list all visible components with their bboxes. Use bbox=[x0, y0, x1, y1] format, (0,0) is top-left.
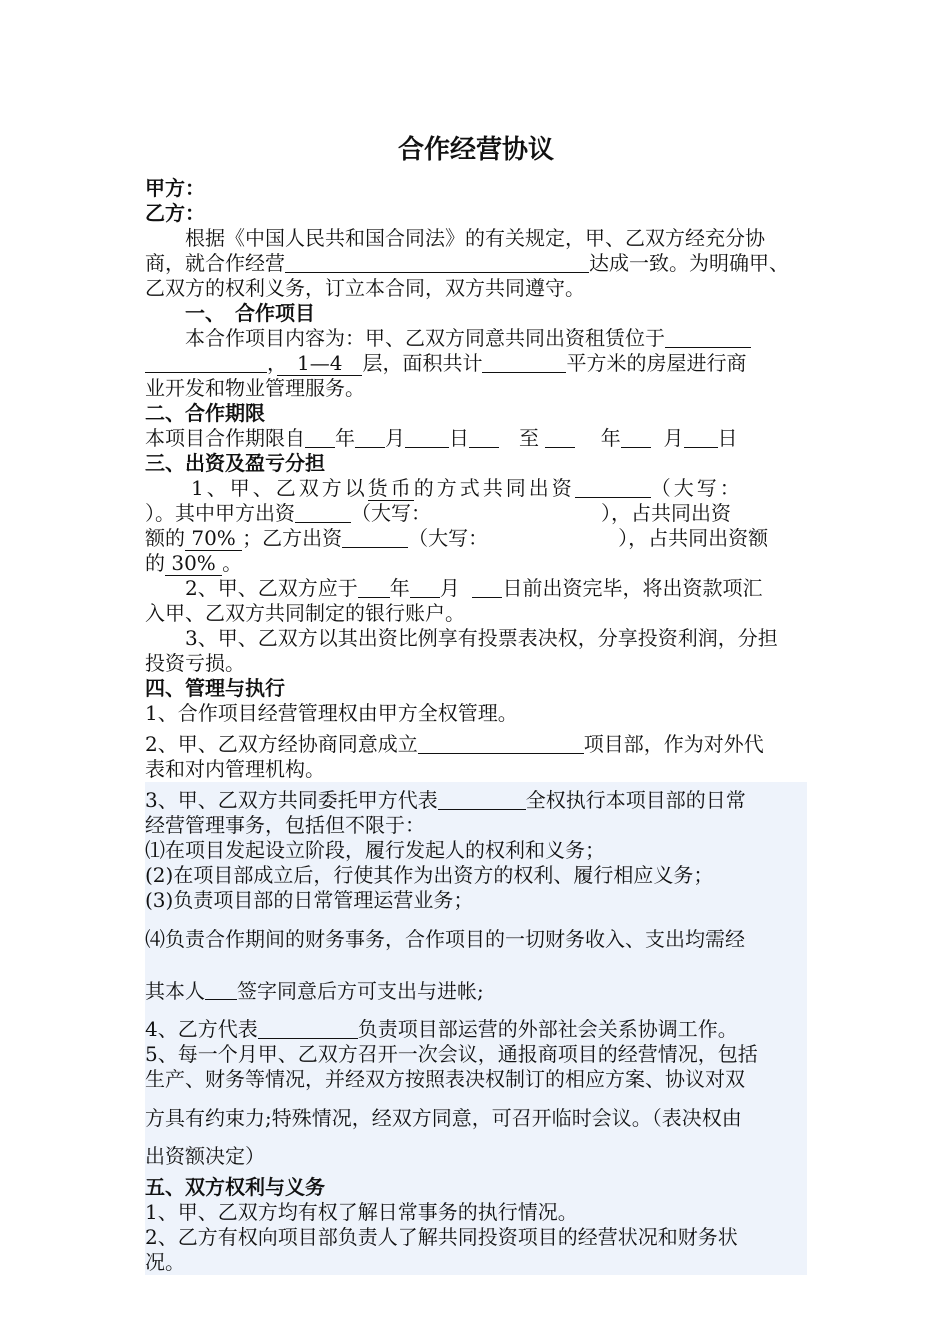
s4-subitem: (2)在项目部成立后，行使其作为出资方的权利、履行相应义务； bbox=[145, 863, 714, 887]
section-heading-2: 二、合作期限 bbox=[145, 401, 265, 425]
intro-line: 乙双方的权利义务，订立本合同，双方共同遵守。 bbox=[145, 276, 585, 300]
s1-line: 本合作项目内容为：甲、乙双方同意共同出资租赁位于 bbox=[145, 326, 807, 351]
party-a-share: 70% bbox=[185, 526, 243, 550]
s3-line: 2、甲、乙双方应于 年 月 日前出资完毕，将出资款项汇 bbox=[145, 576, 763, 600]
s3-line: ）。其中甲方出资 （大写： ），占共同出资 bbox=[145, 501, 731, 525]
s4-line: 5、每一个月甲、乙双方召开一次会议，通报商项目的经营情况，包括 bbox=[145, 1042, 758, 1066]
s4-subitem: (3)负责项目部的日常管理运营业务； bbox=[145, 888, 474, 912]
floor-value: 1—4 bbox=[277, 351, 363, 375]
s4-line: 4、乙方代表 负责项目部运营的外部社会关系协调工作。 bbox=[145, 1017, 738, 1041]
project-name-blank bbox=[285, 251, 589, 273]
s4-subitem: 其本人 签字同意后方可支出与进帐; bbox=[145, 965, 807, 1017]
s3-line: 额的 70% ；乙方出资 （大写： ），占共同出资额 bbox=[145, 526, 769, 550]
contract-document bbox=[145, 128, 807, 1275]
area-blank bbox=[482, 351, 566, 373]
s3-line: 1、甲、乙双方以货币的方式共同出资 （大写： bbox=[145, 476, 743, 500]
s1-line: ， 1—4 层，面积共计 平方米的房屋进行商 bbox=[145, 351, 807, 376]
s5-line: 1、甲、乙双方均有权了解日常事务的执行情况。 bbox=[145, 1200, 578, 1224]
party-b-label: 乙方： bbox=[145, 201, 205, 225]
section-heading-5: 五、双方权利与义务 bbox=[145, 1175, 325, 1199]
section-heading-1: 一、 合作项目 bbox=[145, 301, 315, 325]
s5-line: 况。 bbox=[145, 1250, 185, 1274]
term-line: 本项目合作期限自 年 月 日 至 年 月 日 bbox=[145, 426, 738, 450]
party-a-label: 甲方： bbox=[145, 176, 205, 200]
s3-line: 的 30% 。 bbox=[145, 551, 243, 575]
intro-line: 商，就合作经营 达成一致。为明确甲、 bbox=[145, 251, 789, 275]
s3-line: 3、甲、乙双方以其出资比例享有投票表决权，分享投资利润，分担 bbox=[145, 626, 778, 650]
s4-line: 经营管理事务，包括但不限于： bbox=[145, 813, 425, 837]
s3-line: 入甲、乙双方共同制定的银行账户。 bbox=[145, 601, 465, 625]
document-title: 合作经营协议 bbox=[397, 135, 554, 165]
s4-line: 1、合作项目经营管理权由甲方全权管理。 bbox=[145, 701, 518, 725]
s5-line: 2、乙方有权向项目部负责人了解共同投资项目的经营状况和财务状 bbox=[145, 1225, 738, 1249]
location-blank-2 bbox=[145, 351, 267, 373]
section-heading-4: 四、管理与执行 bbox=[145, 676, 285, 700]
s4-line: 2、甲、乙双方经协商同意成立 项目部，作为对外代 bbox=[145, 732, 764, 756]
s4-subitem: ⑷负责合作期间的财务事务，合作项目的一切财务收入、支出均需经 bbox=[145, 927, 745, 951]
s4-subitem: ⑴在项目发起设立阶段，履行发起人的权利和义务； bbox=[145, 838, 605, 862]
location-blank bbox=[665, 326, 751, 348]
section-heading-3: 三、出资及盈亏分担 bbox=[145, 451, 325, 475]
shaded-region bbox=[145, 782, 807, 1275]
s1-line: 业开发和物业管理服务。 bbox=[145, 376, 365, 400]
money-type: 货币 bbox=[367, 476, 414, 500]
s4-line: 3、甲、乙双方共同委托甲方代表 全权执行本项目部的日常 bbox=[145, 788, 746, 812]
s4-line: 生产、财务等情况，并经双方按照表决权制订的相应方案、协议对双 bbox=[145, 1067, 745, 1091]
s3-line: 投资亏损。 bbox=[145, 651, 245, 675]
s4-line: 表和对内管理机构。 bbox=[145, 757, 325, 781]
s4-line: 出资额决定） bbox=[145, 1144, 265, 1168]
intro-line: 根据《中国人民共和国合同法》的有关规定，甲、乙双方经充分协 bbox=[145, 226, 765, 250]
s4-line: 方具有约束力;特殊情况，经双方同意，可召开临时会议。（表决权由 bbox=[145, 1106, 742, 1130]
party-b-share: 30% bbox=[165, 551, 223, 575]
